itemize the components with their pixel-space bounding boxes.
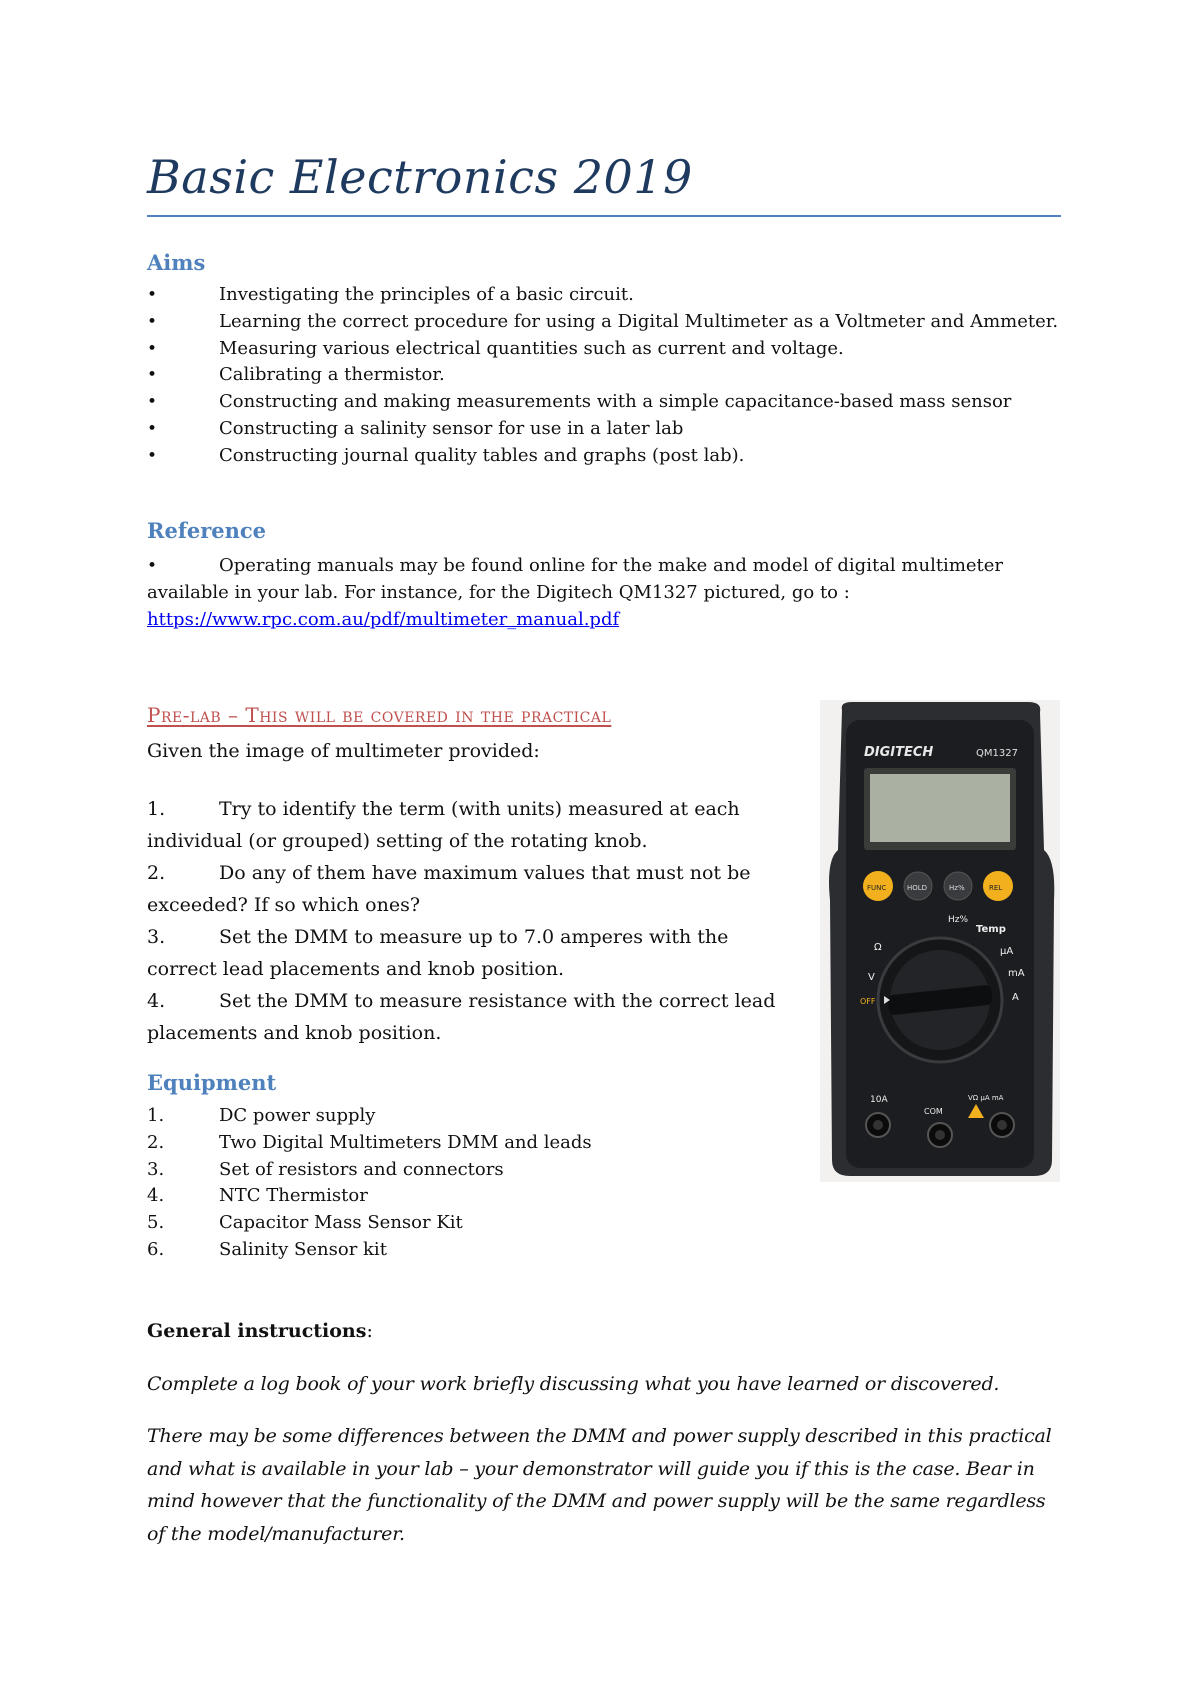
rel-label: REL [989,884,1003,892]
meter-model: QM1327 [976,748,1018,759]
bullet-icon: • [147,445,158,466]
dial-label-ua: µA [1000,946,1014,957]
meter-brand: DIGITECH [864,745,934,760]
list-item: 4. NTC Thermistor [147,1185,368,1207]
bullet-icon: • [147,392,158,413]
multimeter-image [820,700,1060,1182]
dial-label-v: V [868,972,875,983]
manual-link[interactable]: https://www.rpc.com.au/pdf/multimeter_manual.pdf [147,608,620,630]
dial-label-ohm: Ω [874,942,882,953]
dial-label-hz: Hz% [948,915,969,925]
prelab-intro: Given the image of multimeter provided: [147,740,540,762]
list-item: • Measuring various electrical quantities such as current and voltage. [147,336,1061,363]
list-item: 4. Set the DMM to measure resistance with the correct lead placements and knob position. [147,990,776,1044]
bullet-icon: • [147,285,158,305]
list-item: 3. Set the DMM to measure up to 7.0 amperes with the correct lead placements and knob position. [147,926,729,980]
bullet-icon: • [147,418,158,439]
prelab-list [147,793,787,1049]
func-label: FUNC [867,884,887,892]
reference-text: • Operating manuals may be found online for the make and model of digital multimeter available in your lab. For instance, for the Digitech QM1327 pictured, go to : https://www.rpc.com.au/pdf/multimeter_manual.pdf [147,555,1004,630]
dial-label-a: A [1012,992,1019,1003]
general-para-2: There may be some differences between the DMM and power supply described in this practical and what is available in your lab – your demonstrator will guide you if this is the case. Bear in mind however that the functionality of the DMM and power supply will be the same regardless of the model/manufacturer. [147,1425,1052,1545]
list-item: • Learning the correct procedure for using a Digital Multimeter as a Voltmeter and Ammeter. [147,309,1061,336]
equipment-heading: Equipment [147,1070,277,1095]
list-item: • Constructing journal quality tables and graphs (post lab). [147,443,1061,470]
dial-label-ma: mA [1008,968,1025,979]
reference-heading: Reference [147,518,267,543]
list-item: 1. Try to identify the term (with units) measured at each individual (or grouped) setting of the rotating knob. [147,798,740,852]
general-instructions-label: General instructions: [147,1320,373,1342]
list-item: • Constructing a salinity sensor for use in a later lab [147,416,1061,443]
list-item: 2. Do any of them have maximum values that must not be exceeded? If so which ones? [147,862,751,916]
bullet-icon: • [147,365,158,386]
bullet-icon: • [147,556,158,576]
list-item: 6. Salinity Sensor kit [147,1238,387,1260]
bullet-icon: • [147,338,158,359]
general-para-1: Complete a log book of your work briefly discussing what you have learned or discovered. [147,1373,1000,1395]
dial-label-off: OFF [860,997,876,1006]
jack-label-v: VΩ µA mA [968,1094,1004,1102]
list-item: 1. DC power supply [147,1105,376,1126]
list-item: 3. Set of resistors and connectors [147,1158,504,1180]
bullet-icon: • [147,311,158,332]
list-item: 2. Two Digital Multimeters DMM and leads [147,1131,592,1153]
equipment-list [147,1103,747,1264]
aims-heading: Aims [147,250,206,275]
jack-label-com: COM [924,1107,943,1116]
aims-list [147,282,1061,470]
list-item: • Investigating the principles of a basic circuit. [147,282,1061,309]
prelab-heading: Pre-lab – This will be covered in the practical [147,703,612,727]
list-item: • Calibrating a thermistor. [147,362,1061,389]
list-item: 5. Capacitor Mass Sensor Kit [147,1212,463,1234]
lcd-screen [870,774,1010,842]
jack-label-10a: 10A [870,1095,888,1105]
hold-label: HOLD [907,884,928,892]
hz-label: Hz% [949,884,965,892]
title-underline [147,215,1061,217]
list-item: • Constructing and making measurements with a simple capacitance-based mass sensor [147,389,1061,416]
dial-label-temp: Temp [976,924,1006,935]
document-title: Basic Electronics 2019 [147,150,693,204]
